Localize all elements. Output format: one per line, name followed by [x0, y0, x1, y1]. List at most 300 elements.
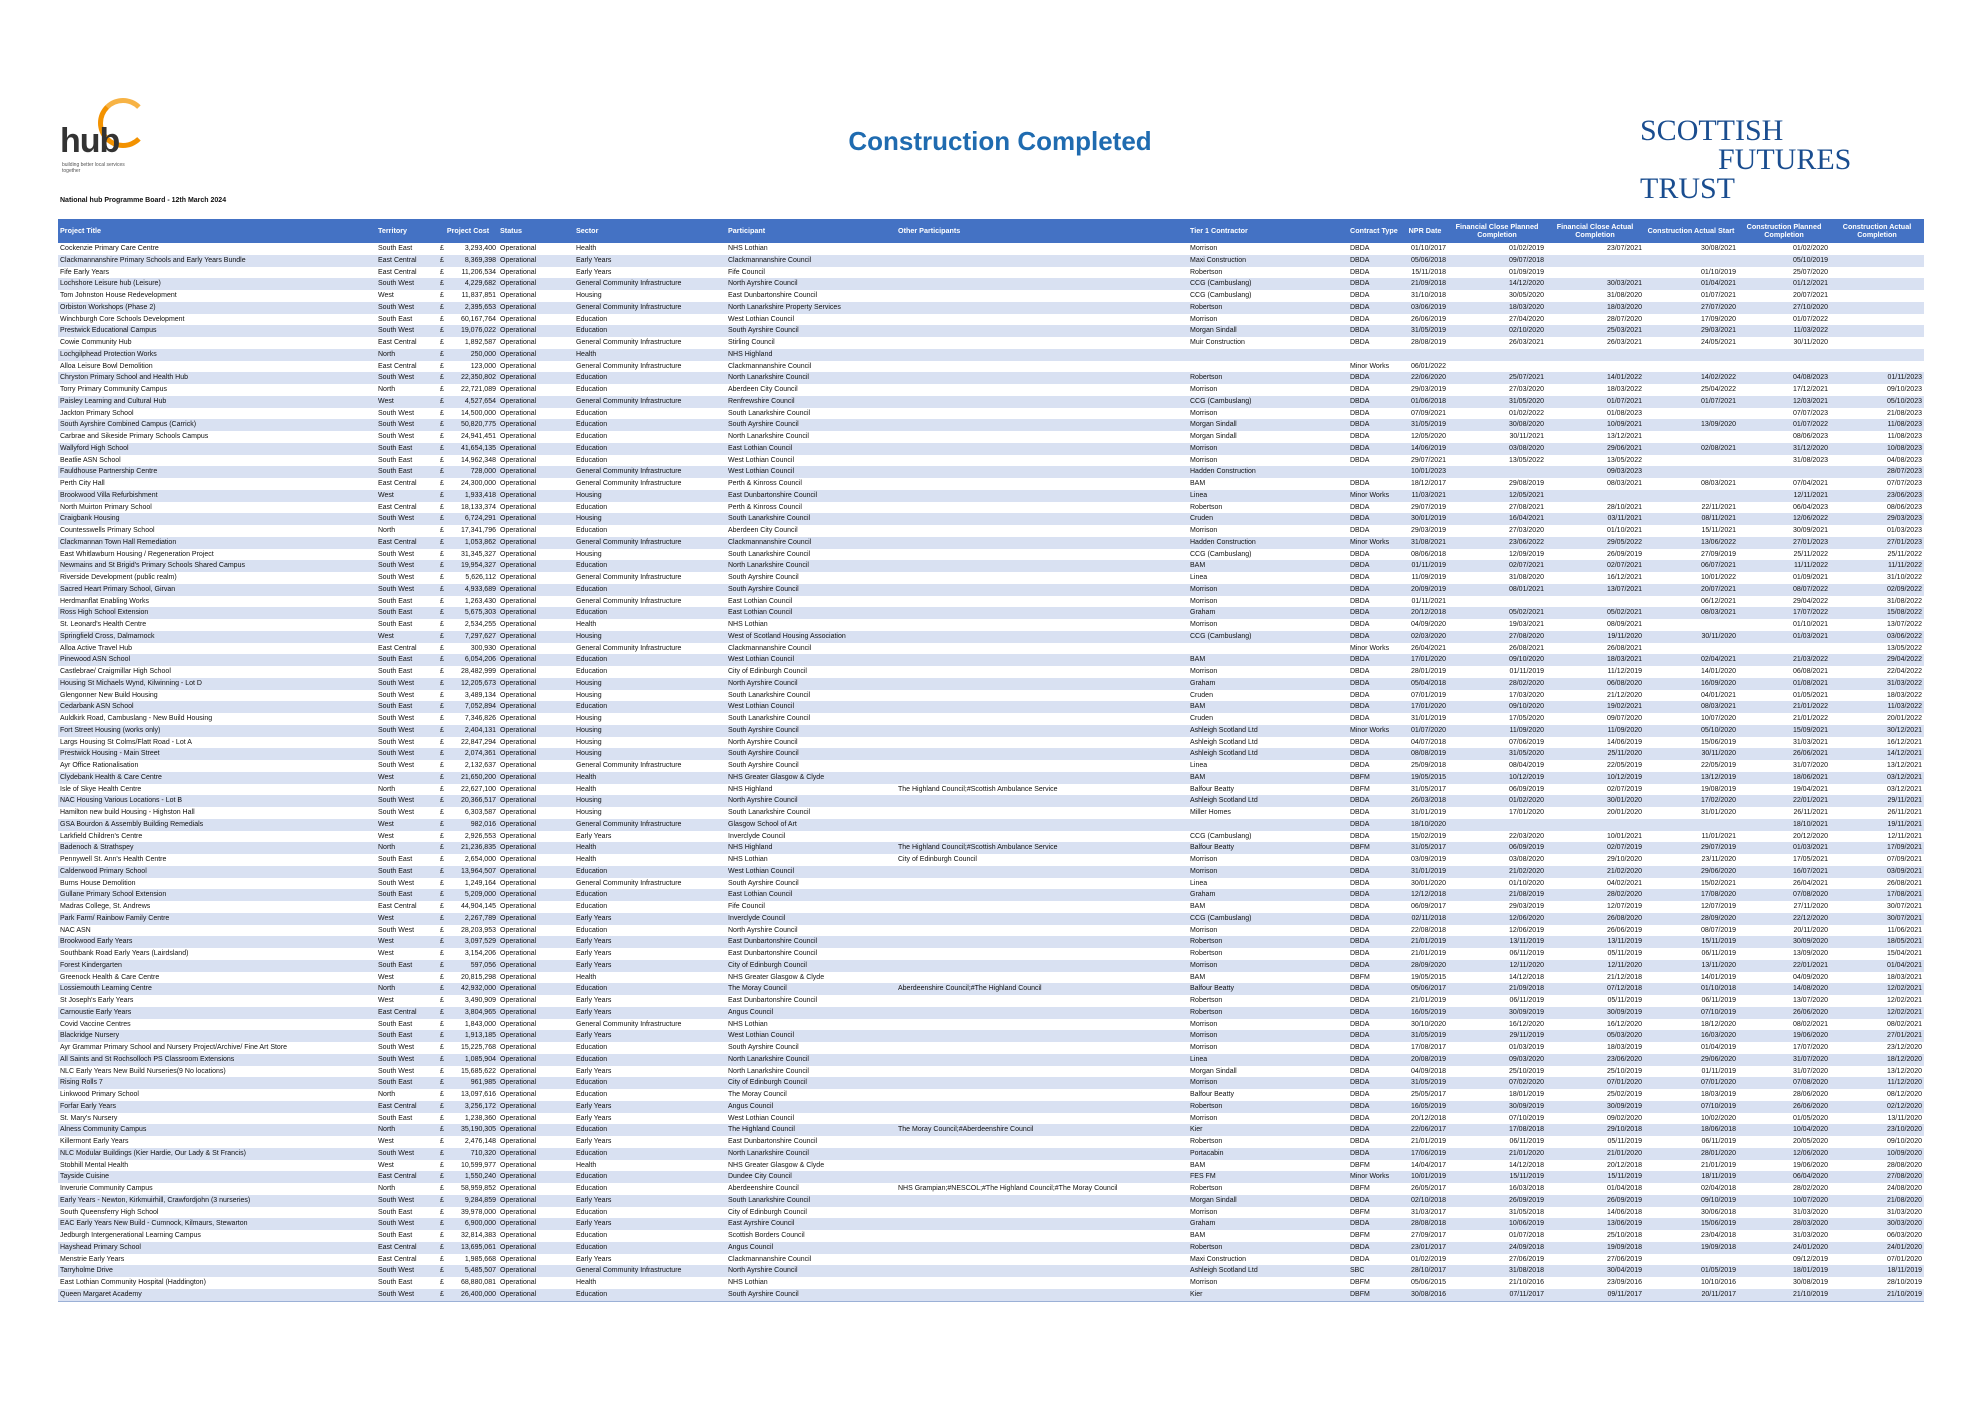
table-cell: 11/11/2022: [1794, 562, 1828, 570]
table-cell-cost: [438, 1089, 498, 1101]
currency-symbol: £: [440, 832, 444, 840]
table-cell: [896, 302, 1188, 314]
table-cell: DBDA: [1350, 1126, 1370, 1134]
table-cell: DBDA: [1350, 339, 1370, 346]
table-cell-cost: [438, 1077, 498, 1089]
table-cell: 24/09/2018: [1508, 1243, 1544, 1251]
table-cell: 06/08/2020: [1606, 679, 1642, 687]
currency-symbol: £: [440, 679, 444, 687]
table-cell: Education: [576, 1126, 608, 1134]
table-cell: 26/08/2021: [1886, 879, 1922, 887]
table-cell: 02/07/2019: [1606, 785, 1642, 793]
table-cell: 13/07/2020: [1792, 997, 1828, 1004]
table-cell: 11/12/2020: [1887, 1079, 1922, 1087]
table-cell: South West: [378, 738, 415, 746]
table-cell: 01/03/2021: [1792, 844, 1828, 852]
table-cell: [896, 478, 1188, 490]
table-cell: 30/11/2021: [1509, 433, 1544, 440]
table-cell: DBDA: [1350, 503, 1370, 511]
table-cell: 14/06/2019: [1606, 738, 1642, 746]
table-cell-cost: [438, 1171, 498, 1183]
table-cell: [896, 1195, 1188, 1207]
table-row: [58, 1101, 1924, 1113]
table-cell: 17/01/2020: [1508, 809, 1544, 816]
table-cell-cost: [438, 842, 498, 854]
table-cell: Clackmannanshire Council: [728, 256, 812, 264]
table-cell: General Community Infrastructure: [576, 303, 682, 311]
table-cell: DBDA: [1350, 656, 1370, 664]
table-cell: 17/09/2021: [1886, 844, 1922, 852]
table-cell: 13/11/2019: [1607, 938, 1642, 946]
currency-symbol: £: [440, 550, 444, 558]
table-cell: [1188, 643, 1348, 655]
table-cell: Operational: [500, 409, 537, 417]
table-cell-cost: [438, 807, 498, 819]
table-cell: 30/08/2019: [1792, 1279, 1828, 1286]
table-cell: DBDA: [1350, 303, 1370, 311]
table-cell: Education: [576, 374, 608, 382]
table-cell: 01/07/2022: [1792, 421, 1828, 429]
table-row: [58, 1089, 1924, 1101]
table-cell: 26/08/2021: [1508, 644, 1544, 652]
cost-value: 10,599,977: [460, 1161, 496, 1169]
table-cell: 01/11/2023: [1887, 374, 1922, 382]
table-cell: Hamilton new build Housing - Highston Hall: [60, 809, 195, 816]
table-cell: 20/05/2020: [1792, 1138, 1828, 1145]
table-cell: [896, 960, 1188, 972]
table-cell: Education: [576, 867, 608, 875]
table-cell: Inverclyde Council: [728, 914, 786, 922]
table-cell: [896, 1019, 1188, 1031]
table-cell: 27/11/2020: [1793, 903, 1828, 910]
table-cell: 08/03/2021: [1700, 480, 1736, 487]
cost-value: 39,978,000: [460, 1208, 496, 1216]
currency-symbol: £: [440, 1138, 444, 1145]
table-cell: 28/10/2021: [1606, 503, 1642, 511]
table-cell: South East: [378, 867, 413, 875]
table-row: [58, 1054, 1924, 1066]
table-cell: 31/08/2021: [1410, 538, 1446, 546]
table-cell: DBDA: [1350, 715, 1370, 722]
table-cell: [1644, 255, 1738, 267]
table-cell: 08/03/2021: [1700, 609, 1736, 617]
table-cell: CCG (Cambuslang): [1190, 914, 1252, 922]
table-cell: North Lanarkshire Council: [728, 1055, 809, 1063]
table-cell: [1448, 349, 1546, 361]
table-cell: 11/01/2021: [1701, 832, 1736, 840]
table-cell: 01/12/2021: [1792, 280, 1828, 288]
table-cell: West: [378, 773, 394, 781]
table-cell: 22/06/2017: [1410, 1126, 1446, 1134]
table-cell: North Lanarkshire Council: [728, 433, 809, 440]
table-cell-cost: [438, 419, 498, 431]
table-cell: [1644, 361, 1738, 373]
table-cell: 01/07/2021: [1700, 292, 1736, 299]
table-cell: Operational: [500, 691, 537, 699]
table-cell: North Ayrshire Council: [728, 926, 798, 934]
table-cell: 01/04/2021: [1886, 961, 1922, 969]
table-cell: Clydebank Health & Care Centre: [60, 773, 162, 781]
table-cell: Operational: [500, 1008, 537, 1016]
table-cell: Stirling Council: [728, 339, 775, 346]
table-row: [58, 631, 1924, 643]
table-row: [58, 502, 1924, 514]
currency-symbol: £: [440, 1008, 444, 1016]
table-row: [58, 408, 1924, 420]
table-cell: [896, 643, 1188, 655]
table-cell: 05/02/2021: [1606, 609, 1642, 617]
table-cell: DBFM: [1350, 1208, 1370, 1216]
table-cell: West: [378, 950, 394, 957]
cost-value: 7,346,826: [464, 715, 496, 722]
table-cell: Pinewood ASN School: [60, 656, 131, 664]
table-cell: 03/12/2021: [1886, 785, 1922, 793]
table-cell: [1644, 819, 1738, 831]
currency-symbol: £: [440, 997, 444, 1004]
table-cell: Morrison: [1190, 245, 1218, 252]
table-cell: South West: [378, 1290, 415, 1298]
table-cell: 08/11/2021: [1701, 515, 1736, 523]
table-cell: [1448, 596, 1546, 608]
table-cell: [896, 419, 1188, 431]
table-cell: 01/02/2019: [1410, 1255, 1446, 1263]
table-cell: [896, 513, 1188, 525]
table-cell: Clackmannan Town Hall Remediation: [60, 538, 177, 546]
table-cell: 23/07/2021: [1606, 245, 1642, 252]
table-row: [58, 431, 1924, 443]
table-row: [58, 1265, 1924, 1277]
cost-value: 1,053,862: [464, 538, 496, 546]
table-cell: 06/01/2022: [1410, 362, 1446, 370]
table-cell: Operational: [500, 1255, 537, 1263]
cost-value: 13,097,616: [460, 1091, 496, 1098]
table-row: [58, 1124, 1924, 1136]
cost-value: 2,534,255: [464, 621, 496, 628]
table-cell: 29/10/2020: [1606, 856, 1642, 863]
table-cell: Cedarbank ASN School: [60, 703, 134, 711]
table-cell-cost: [438, 243, 498, 255]
table-cell: [896, 1242, 1188, 1254]
scottish-futures-trust-logo: [1640, 116, 1880, 203]
page-title: Construction Completed: [848, 126, 1152, 156]
table-cell: 31/03/2021: [1792, 738, 1828, 746]
table-cell: DBDA: [1350, 1008, 1370, 1016]
table-cell: 18/10/2020: [1410, 820, 1446, 828]
table-bottom-border: [58, 1301, 1924, 1302]
table-cell: 15/11/2019: [1607, 1173, 1642, 1181]
table-cell: [896, 255, 1188, 267]
table-cell: 29/10/2018: [1606, 1126, 1642, 1134]
table-cell: South East: [378, 856, 413, 863]
table-cell: 21/09/2018: [1508, 985, 1544, 993]
table-row: [58, 901, 1924, 913]
table-cell: 29/03/2021: [1700, 327, 1736, 335]
table-cell: 31/03/2020: [1792, 1232, 1828, 1239]
table-cell: [896, 701, 1188, 713]
table-cell: [896, 349, 1188, 361]
table-cell: 18/06/2018: [1700, 1126, 1736, 1134]
table-cell: 31/08/2020: [1508, 574, 1544, 581]
table-cell: 07/04/2021: [1792, 480, 1828, 487]
table-cell: South West: [378, 726, 415, 734]
currency-symbol: £: [440, 938, 444, 946]
cost-value: 7,297,627: [464, 632, 496, 640]
table-cell: General Community Infrastructure: [576, 1020, 682, 1028]
table-cell: 01/10/2020: [1508, 879, 1544, 887]
table-cell: Morrison: [1190, 621, 1218, 628]
table-row: [58, 572, 1924, 584]
table-cell: Health: [576, 350, 597, 358]
currency-symbol: £: [440, 268, 444, 276]
cost-value: 7,052,894: [464, 703, 496, 711]
cost-value: 20,815,298: [460, 973, 496, 981]
page-subtitle: National hub Programme Board - 12th March 2024: [60, 197, 227, 204]
table-cell: Education: [576, 668, 608, 675]
table-cell-cost: [438, 995, 498, 1007]
table-cell: 14/12/2018: [1508, 973, 1544, 981]
table-cell: 06/09/2019: [1508, 785, 1544, 793]
table-cell: 12/12/2018: [1410, 891, 1446, 899]
table-cell: 21/12/2018: [1606, 973, 1642, 981]
table-cell: East Central: [378, 644, 417, 652]
table-cell: Operational: [500, 914, 537, 922]
table-row: [58, 866, 1924, 878]
table-cell: Housing: [576, 491, 602, 499]
table-cell: Early Years: [576, 1067, 612, 1075]
table-cell: 30/05/2020: [1508, 292, 1544, 299]
table-cell: 02/04/2021: [1700, 656, 1736, 664]
table-cell: 09/10/2020: [1886, 1138, 1922, 1145]
table-cell: [896, 878, 1188, 890]
cost-value: 1,913,185: [464, 1032, 496, 1040]
currency-symbol: £: [440, 1149, 444, 1157]
table-header-row: [58, 219, 1924, 243]
table-cell: Education: [576, 1091, 608, 1098]
table-cell: [896, 443, 1188, 455]
table-cell: 15/06/2019: [1700, 738, 1736, 746]
table-cell: 30/04/2019: [1606, 1267, 1642, 1275]
table-cell: 25/10/2019: [1508, 1067, 1544, 1075]
table-cell-cost: [438, 1042, 498, 1054]
table-cell: South West: [378, 1196, 415, 1204]
table-cell: 30/01/2020: [1606, 797, 1642, 805]
table-cell: 21/01/2022: [1792, 715, 1828, 722]
table-cell: 30/09/2019: [1508, 1008, 1544, 1016]
table-cell: General Community Infrastructure: [576, 644, 682, 652]
table-cell: [896, 278, 1188, 290]
table-cell: Operational: [500, 926, 537, 934]
table-cell: South East: [378, 1232, 413, 1239]
table-cell-cost: [438, 1195, 498, 1207]
table-cell: 16/12/2021: [1886, 738, 1922, 746]
table-cell-cost: [438, 502, 498, 514]
table-cell: Operational: [500, 997, 537, 1004]
table-cell: [896, 737, 1188, 749]
table-cell: 05/02/2021: [1508, 609, 1544, 617]
table-cell: 27/04/2020: [1508, 315, 1544, 323]
table-cell: 19/05/2015: [1410, 773, 1446, 781]
table-cell: DBDA: [1350, 1138, 1370, 1145]
table-cell: Jedburgh Intergenerational Learning Campus: [60, 1232, 201, 1239]
currency-symbol: £: [440, 456, 444, 464]
currency-symbol: £: [440, 856, 444, 863]
table-cell: 18/03/2020: [1508, 303, 1544, 311]
cost-value: 1,085,904: [464, 1055, 496, 1063]
table-cell: 16/07/2021: [1792, 867, 1828, 875]
table-cell: Housing: [576, 691, 602, 699]
cost-value: 35,190,305: [460, 1126, 496, 1134]
cost-value: 31,345,327: [460, 550, 496, 558]
table-cell: Balfour Beatty: [1190, 844, 1234, 852]
table-cell: Aberdeenshire Council;#The Highland Council: [898, 985, 1042, 993]
table-cell: North Lanarkshire Council: [728, 374, 809, 382]
table-cell: 17/08/2017: [1410, 1044, 1446, 1051]
table-cell: South East: [378, 1114, 413, 1122]
cost-value: 21,650,200: [460, 773, 496, 781]
table-cell: [1448, 466, 1546, 478]
table-row: [58, 1254, 1924, 1266]
table-cell: East Central: [378, 268, 417, 276]
table-cell: South East: [378, 609, 413, 617]
table-cell-cost: [438, 596, 498, 608]
table-cell-cost: [438, 443, 498, 455]
table-cell: Lochgilphead Protection Works: [60, 350, 157, 358]
table-cell: DBDA: [1350, 632, 1370, 640]
table-cell: 31/07/2020: [1792, 1067, 1828, 1075]
table-cell: 07/01/2020: [1700, 1079, 1736, 1087]
table-row: [58, 936, 1924, 948]
table-cell: 27/08/2021: [1508, 503, 1544, 511]
table-cell-cost: [438, 478, 498, 490]
table-cell: West: [378, 292, 394, 299]
table-cell: 23/06/2023: [1886, 491, 1922, 499]
table-cell: Operational: [500, 938, 537, 946]
table-row: [58, 819, 1924, 831]
table-cell: 22/04/2022: [1886, 668, 1922, 675]
table-cell: SBC: [1350, 1267, 1365, 1275]
cost-value: 60,167,764: [460, 315, 496, 323]
table-cell: Morrison: [1190, 961, 1218, 969]
table-cell: 01/03/2019: [1508, 1044, 1544, 1051]
table-cell: Minor Works: [1350, 491, 1390, 499]
table-cell: Ross High School Extension: [60, 609, 149, 617]
table-cell: 31/03/2017: [1410, 1208, 1446, 1216]
table-cell: 11/03/2022: [1793, 327, 1828, 335]
table-cell: Morrison: [1190, 597, 1218, 605]
table-cell: 31/10/2018: [1410, 292, 1446, 299]
table-cell: 25/03/2021: [1606, 327, 1642, 335]
table-cell: Education: [576, 456, 608, 464]
cost-value: 18,133,374: [460, 503, 496, 511]
table-cell: Perth & Kinross Council: [728, 503, 802, 511]
table-cell: Balfour Beatty: [1190, 785, 1234, 793]
table-cell: Operational: [500, 644, 537, 652]
table-cell: 21/01/2022: [1792, 703, 1828, 711]
table-cell: DBFM: [1350, 1279, 1370, 1286]
table-cell: The Highland Council;#Scottish Ambulance Service: [898, 844, 1058, 852]
table-cell: 12/05/2020: [1410, 433, 1446, 440]
cost-value: 4,527,654: [464, 397, 496, 405]
table-cell: Tayside Cuisine: [60, 1173, 110, 1181]
table-cell: 30/09/2019: [1606, 1008, 1642, 1016]
table-cell: 19/05/2015: [1410, 973, 1446, 981]
table-cell: DBDA: [1350, 515, 1370, 523]
table-cell-cost: [438, 455, 498, 467]
table-cell: [896, 267, 1188, 279]
table-cell: Operational: [500, 1196, 537, 1204]
table-cell: East Central: [378, 1255, 417, 1263]
table-cell: 29/04/2022: [1886, 656, 1922, 664]
table-cell: 22/01/2021: [1792, 797, 1828, 805]
table-cell: Ashleigh Scotland Ltd: [1190, 797, 1258, 805]
table-row: [58, 513, 1924, 525]
table-cell: [1830, 361, 1924, 373]
table-cell: CCG (Cambuslang): [1190, 280, 1252, 288]
table-cell: [896, 772, 1188, 784]
table-cell: Operational: [500, 738, 537, 746]
table-cell: DBDA: [1350, 421, 1370, 429]
table-cell: 05/06/2017: [1410, 985, 1446, 993]
table-cell: 23/04/2018: [1700, 1232, 1736, 1239]
table-cell: 25/02/2019: [1606, 1091, 1642, 1098]
table-cell: South Ayrshire Council: [728, 762, 799, 769]
table-cell: Robertson: [1190, 1102, 1223, 1110]
table-cell: East Central: [378, 480, 417, 487]
table-cell: 28/06/2020: [1792, 1091, 1828, 1098]
table-cell: Early Years: [576, 1032, 612, 1040]
table-cell: Paisley Learning and Cultural Hub: [60, 397, 167, 405]
table-cell-cost: [438, 349, 498, 361]
table-cell: South East: [378, 468, 413, 476]
table-cell: 15/02/2021: [1700, 879, 1736, 887]
currency-symbol: £: [440, 985, 444, 993]
table-cell: 18/11/2019: [1887, 1267, 1922, 1275]
table-cell: Housing: [576, 738, 602, 746]
cost-value: 2,404,131: [464, 726, 496, 734]
table-row: [58, 1195, 1924, 1207]
table-cell: DBDA: [1350, 1255, 1370, 1263]
cost-value: 2,267,789: [464, 914, 496, 922]
table-cell: 17/08/2021: [1886, 891, 1922, 899]
table-cell: East Central: [378, 1008, 417, 1016]
table-cell: Auldkirk Road, Cambuslang - New Build Housing: [60, 715, 213, 722]
table-cell: 01/09/2019: [1508, 268, 1544, 276]
table-cell: Clackmannanshire Council: [728, 538, 812, 546]
table-cell: 07/08/2020: [1792, 891, 1828, 899]
cost-value: 22,350,802: [460, 374, 496, 382]
table-cell: 19/06/2020: [1792, 1161, 1828, 1169]
table-cell: 17/05/2021: [1792, 856, 1828, 863]
table-cell: Queen Margaret Academy: [60, 1290, 142, 1298]
table-cell: 09/10/2019: [1700, 1196, 1736, 1204]
table-cell: Miller Homes: [1190, 809, 1231, 816]
table-cell: NHS Greater Glasgow & Clyde: [728, 1161, 825, 1169]
table-cell: [1830, 325, 1924, 337]
table-cell: 05/11/2019: [1607, 950, 1642, 957]
table-cell: Operational: [500, 679, 537, 687]
table-cell: 31/07/2020: [1792, 762, 1828, 769]
table-cell: DBDA: [1350, 609, 1370, 617]
table-cell: [896, 502, 1188, 514]
table-cell: 16/12/2020: [1508, 1020, 1544, 1028]
table-cell: Fife Council: [728, 268, 765, 276]
currency-symbol: £: [440, 726, 444, 734]
table-cell: 26/11/2021: [1887, 809, 1922, 816]
table-cell-cost: [438, 431, 498, 443]
table-cell-cost: [438, 1101, 498, 1113]
table-cell: DBDA: [1350, 1044, 1370, 1051]
table-cell: Operational: [500, 856, 537, 863]
